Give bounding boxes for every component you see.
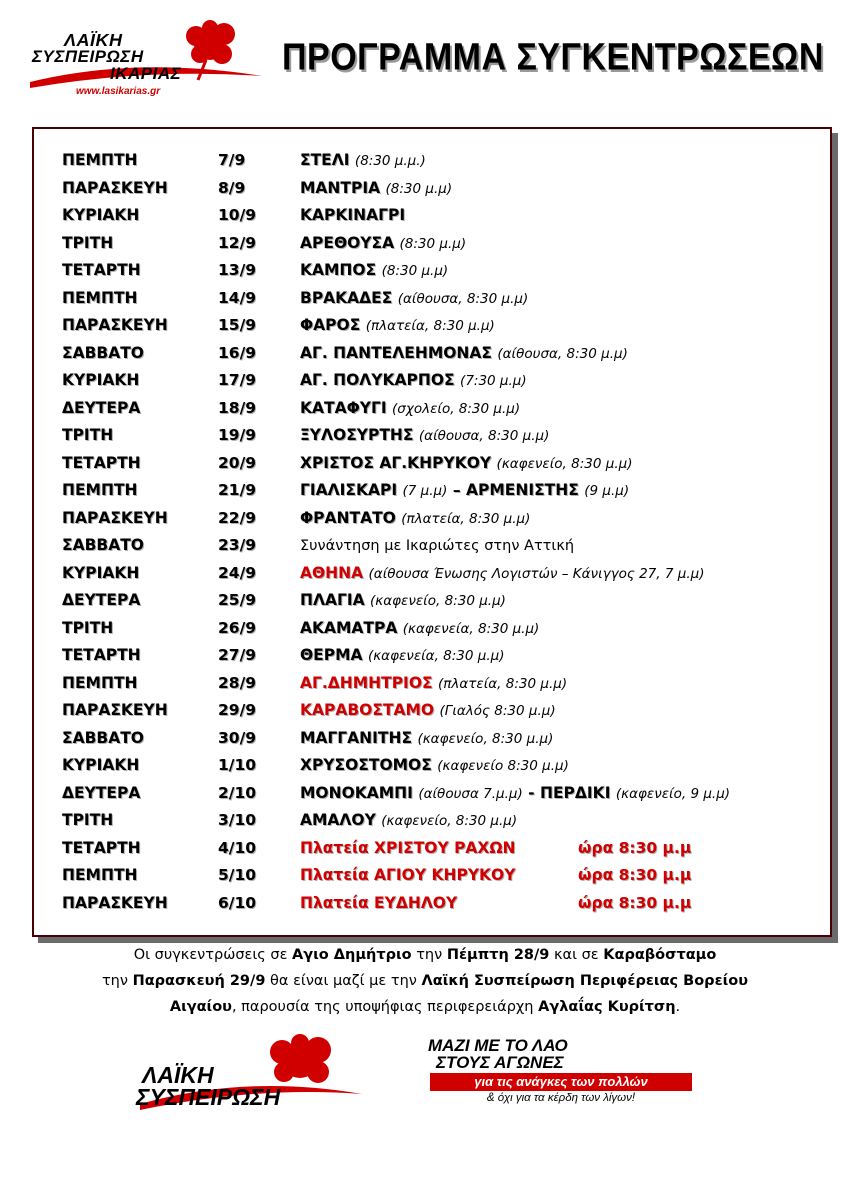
schedule-frame [32,127,832,937]
schedule-place: ΑΓ. ΠΟΛΥΚΑΡΠΟΣ [300,371,455,389]
schedule-date: 25/9 [218,591,257,609]
slogan-line-1: ΜΑΖΙ ΜΕ ΤΟ ΛΑΟ [428,1036,568,1055]
schedule-row [34,729,830,755]
logo-top [26,14,266,100]
logo-line-1: ΛΑΪΚΗ [64,30,123,50]
schedule-day: ΤΕΤΑΡΤΗ [62,646,141,664]
schedule-note: (αίθουσα, 8:30 μ.μ) [497,345,628,362]
footer-line-3 [40,994,810,1020]
schedule-place-group [300,646,505,664]
schedule-place-group [300,206,405,224]
schedule-row [34,371,830,397]
footer-text: , παρουσία της υποψήφιας περιφερειάρχη [231,999,539,1015]
schedule-place-group [300,371,527,389]
schedule-day: ΔΕΥΤΕΡΑ [62,591,141,609]
footer-text: θα είναι μαζί με την [265,973,422,989]
footer-bold: Λαϊκή Συσπείρωση Περιφέρειας Βορείου [421,973,749,989]
schedule-row [34,426,830,452]
schedule-date: 13/9 [218,261,257,279]
schedule-place-group [300,591,506,609]
schedule-day: ΠΕΜΠΤΗ [62,151,138,169]
footer-line-1 [40,942,810,968]
schedule-place: ΑΘΗΝΑ [300,563,364,582]
schedule-date: 6/10 [218,893,257,912]
schedule-day: ΤΕΤΑΡΤΗ [62,453,141,472]
schedule-note: (καφενείο, 8:30 μ.μ) [381,813,518,829]
schedule-note: (αίθουσα Ένωσης Λογιστών – Κάνιγγος 27, 7 μ.μ) [368,565,705,582]
schedule-place: ΑΚΑΜΑΤΡΑ [300,618,398,637]
schedule-date: 22/9 [218,508,257,527]
schedule-date: 26/9 [218,618,257,637]
schedule-place: ΚΑΡΑΒΟΣΤΑΜΟ [300,701,435,719]
schedule-row [34,481,830,507]
schedule-place: ΑΡΕΘΟΥΣΑ [300,233,395,252]
schedule-date: 18/9 [218,398,257,417]
schedule-place: ΠΛΑΓΙΑ [300,591,365,609]
schedule-note: (αίθουσα, 8:30 μ.μ) [418,428,550,444]
schedule-note: (8:30 μ.μ) [385,180,453,197]
schedule-row [34,399,830,425]
schedule-row [34,701,830,727]
schedule-date: 14/9 [218,288,257,307]
schedule-note: (καφενείο, 8:30 μ.μ) [417,730,554,747]
footer-bold: Αγιο Δημήτριο [292,947,412,963]
schedule-plain-text: Συνάντηση με Ικαριώτες στην Αττική [300,538,575,554]
schedule-note: (Γιαλός 8:30 μ.μ) [439,703,556,719]
footer-text: Οι συγκεντρώσεις σε [133,947,293,963]
schedule-place-group [300,261,448,279]
logo-bottom [136,1034,366,1114]
schedule-day: ΣΑΒΒΑΤΟ [62,343,144,362]
schedule-place-group [300,454,632,472]
schedule-note: (καφενεία, 8:30 μ.μ) [402,620,540,637]
schedule-day: ΠΑΡΑΣΚΕΥΗ [62,508,168,527]
schedule-place: ΧΡΥΣΟΣΤΟΜΟΣ [300,756,432,774]
schedule-place-group [300,344,628,362]
schedule-date: 8/9 [218,178,246,197]
schedule-place-group [300,756,569,774]
footer-bold: Αιγαίου [169,999,232,1015]
schedule-place-group [300,839,516,857]
schedule-day: ΔΕΥΤΕΡΑ [62,398,141,417]
schedule-place: ΞΥΛΟΣΥΡΤΗΣ [300,426,414,444]
schedule-note: (πλατεία, 8:30 μ.μ) [438,675,568,692]
footer-bold: Καραβόσταμο [603,947,717,963]
schedule-place: ΜΑΓΓΑΝΙΤΗΣ [300,728,413,747]
schedule-note: (σχολείο, 8:30 μ.μ) [392,400,521,417]
schedule-row [34,344,830,370]
schedule-date: 29/9 [218,701,257,719]
logo-url-link[interactable]: www.lasikarias.gr [76,86,161,97]
schedule-place: ΧΡΙΣΤΟΣ ΑΓ.ΚΗΡΥΚΟΥ [300,453,492,472]
carnation-icon [176,20,246,82]
page-title: ΠΡΟΓΡΑΜΜΑ ΣΥΓΚΕΝΤΡΩΣΕΩΝ [282,36,824,79]
schedule-date: 5/10 [218,866,257,884]
schedule-row [34,756,830,782]
schedule-date: 2/10 [218,783,257,802]
schedule-day: ΣΑΒΒΑΤΟ [62,728,144,747]
schedule-row [34,316,830,342]
schedule-day: ΤΡΙΤΗ [62,426,114,444]
schedule-row [34,261,830,287]
schedule-place-group [300,481,629,499]
schedule-note: (πλατεία, 8:30 μ.μ) [401,510,531,527]
schedule-place: ΣΤΕΛΙ [300,151,350,169]
footer-bold: Παρασκευή 29/9 [132,973,266,989]
footer-note [40,942,810,1020]
schedule-note: (7:30 μ.μ) [460,373,527,389]
schedule-place-group [300,536,574,554]
schedule-note: (πλατεία, 8:30 μ.μ) [365,318,495,334]
footer-text: . [675,999,681,1015]
schedule-place: Πλατεία ΕΥΔΗΛΟΥ [300,893,458,912]
schedule-time: ώρα 8:30 μ.μ [578,838,692,857]
logo-line-3: ΙΚΑΡΙΑΣ [110,64,182,83]
schedule-row [34,536,830,562]
schedule-date: 20/9 [218,453,257,472]
schedule-place: Πλατεία ΑΓΙΟΥ ΚΗΡΥΚΟΥ [300,866,516,884]
schedule-date: 3/10 [218,811,257,829]
schedule-note-2: (9 μ.μ) [584,483,630,499]
schedule-row [34,509,830,535]
schedule-place-group [300,179,452,197]
schedule-place-group [300,151,426,169]
schedule-row [34,591,830,617]
slogan-banner: για τις ανάγκες των πολλών [430,1073,692,1091]
schedule-day: ΠΑΡΑΣΚΕΥΗ [62,316,168,334]
schedule-day: ΠΕΜΠΤΗ [62,288,138,307]
schedule-place: ΘΕΡΜΑ [300,646,363,664]
schedule-note: (καφενεία, 8:30 μ.μ) [367,648,505,664]
schedule-date: 7/9 [218,151,246,169]
schedule-date: 28/9 [218,673,257,692]
footer-text: την [101,973,133,989]
schedule-place: ΚΑΜΠΟΣ [300,261,377,279]
schedule-place-group [300,784,730,802]
schedule-place: ΦΑΡΟΣ [300,316,361,334]
schedule-day: ΤΡΙΤΗ [62,618,114,637]
schedule-day: ΤΡΙΤΗ [62,811,114,829]
schedule-place-group [300,866,515,884]
schedule-date: 24/9 [218,563,257,582]
schedule-time: ώρα 8:30 μ.μ [578,866,692,884]
schedule-place: ΓΙΑΛΙΣΚΑΡΙ [300,481,398,499]
schedule-row [34,151,830,177]
schedule-day: ΠΑΡΑΣΚΕΥΗ [62,178,168,197]
schedule-place-group [300,316,495,334]
schedule-note: (καφενείο, 8:30 μ.μ) [496,455,633,472]
bottom-logo-line-1: ΛΑΪΚΗ [142,1062,214,1088]
schedule-note: (8:30 μ.μ) [381,263,449,279]
schedule-place: ΑΓ.ΔΗΜΗΤΡΙΟΣ [300,673,433,692]
schedule-place: ΑΜΑΛΟΥ [300,811,376,829]
schedule-row [34,234,830,260]
schedule-date: 12/9 [218,233,257,252]
schedule-row [34,839,830,865]
schedule-place: ΚΑΤΑΦΥΓΙ [300,398,387,417]
schedule-date: 15/9 [218,316,257,334]
schedule-date: 27/9 [218,646,257,664]
bottom-logo-line-2: ΣΥΣΠΕΙΡΩΣΗ [136,1084,281,1110]
schedule-day: ΚΥΡΙΑΚΗ [62,206,140,224]
footer-line-2 [40,968,810,994]
schedule-place-group [300,234,466,252]
schedule-note: (8:30 μ.μ) [399,235,467,252]
logo-line-2: ΣΥΣΠΕΙΡΩΣΗ [32,47,144,66]
schedule-row [34,454,830,480]
schedule-row [34,866,830,892]
schedule-place: ΜΑΝΤΡΙΑ [300,178,381,197]
schedule-row [34,206,830,232]
schedule-row [34,784,830,810]
schedule-row [34,179,830,205]
schedule-day: ΚΥΡΙΑΚΗ [62,756,140,774]
schedule-date: 10/9 [218,206,257,224]
schedule-row [34,894,830,920]
schedule-row [34,564,830,590]
schedule-row [34,811,830,837]
footer-bold: Αγλαΐας Κυρίτση [538,999,676,1015]
schedule-day: ΚΥΡΙΑΚΗ [62,563,140,582]
schedule-place-2: - ΠΕΡΔΙΚΙ [528,783,611,802]
schedule-place: ΒΡΑΚΑΔΕΣ [300,288,393,307]
schedule-row [34,619,830,645]
schedule-note-2: (καφενείο, 9 μ.μ) [615,785,731,802]
schedule-place-group [300,289,528,307]
schedule-place: ΚΑΡΚΙΝΑΓΡΙ [300,206,406,224]
schedule-date: 19/9 [218,426,257,444]
footer-text: και σε [549,947,604,963]
schedule-day: ΠΑΡΑΣΚΕΥΗ [62,893,168,912]
schedule-time: ώρα 8:30 μ.μ [578,893,692,912]
schedule-place-group [300,426,549,444]
schedule-date: 21/9 [218,481,257,499]
schedule-day: ΠΕΜΠΤΗ [62,481,138,499]
schedule-day: ΤΡΙΤΗ [62,233,114,252]
schedule-note: (8:30 μ.μ.) [354,153,426,169]
schedule-note: (αίθουσα, 8:30 μ.μ) [397,290,529,307]
schedule-row [34,646,830,672]
schedule-row [34,674,830,700]
slogan-line-4: & όχι για τα κέρδη των λίγων! [486,1092,636,1104]
schedule-place: ΦΡΑΝΤΑΤΟ [300,508,396,527]
schedule-place-group [300,509,530,527]
schedule-date: 4/10 [218,838,257,857]
schedule-place-group [300,811,517,829]
schedule-date: 23/9 [218,536,257,554]
schedule-place-group [300,399,520,417]
slogan-line-2: ΣΤΟΥΣ ΑΓΩΝΕΣ [436,1053,564,1072]
schedule-place: Πλατεία ΧΡΙΣΤΟΥ ΡΑΧΩΝ [300,838,516,857]
schedule-day: ΣΑΒΒΑΤΟ [62,536,144,554]
schedule-note: (αίθουσα 7.μ.μ) [418,785,523,802]
schedule-date: 16/9 [218,343,257,362]
schedule-day: ΚΥΡΙΑΚΗ [62,371,140,389]
footer-bold: Πέμπτη 28/9 [446,947,550,963]
footer-text: την [411,947,447,963]
schedule-day: ΤΕΤΑΡΤΗ [62,261,141,279]
schedule-place-group [300,701,556,719]
schedule-place-group [300,729,553,747]
schedule-note: (καφενείο, 8:30 μ.μ) [370,593,506,609]
schedule-date: 30/9 [218,728,257,747]
schedule-note: (7 μ.μ) [402,483,448,499]
schedule-day: ΤΕΤΑΡΤΗ [62,838,141,857]
schedule-place-group [300,619,539,637]
schedule-day: ΔΕΥΤΕΡΑ [62,783,141,802]
schedule-place-2: – ΑΡΜΕΝΙΣΤΗΣ [452,481,579,499]
schedule-day: ΠΕΜΠΤΗ [62,673,138,692]
slogan-block [424,1036,704,1106]
schedule-day: ΠΕΜΠΤΗ [62,866,138,884]
schedule-date: 1/10 [218,756,257,774]
schedule-place-group [300,564,704,582]
schedule-place-group [300,894,457,912]
schedule-row [34,289,830,315]
schedule-place: ΜΟΝΟΚΑΜΠΙ [300,783,413,802]
schedule-place: ΑΓ. ΠΑΝΤΕΛΕΗΜΟΝΑΣ [300,343,492,362]
schedule-place-group [300,674,567,692]
schedule-note: (καφενείο 8:30 μ.μ) [437,758,569,774]
schedule-day: ΠΑΡΑΣΚΕΥΗ [62,701,168,719]
schedule-date: 17/9 [218,371,257,389]
